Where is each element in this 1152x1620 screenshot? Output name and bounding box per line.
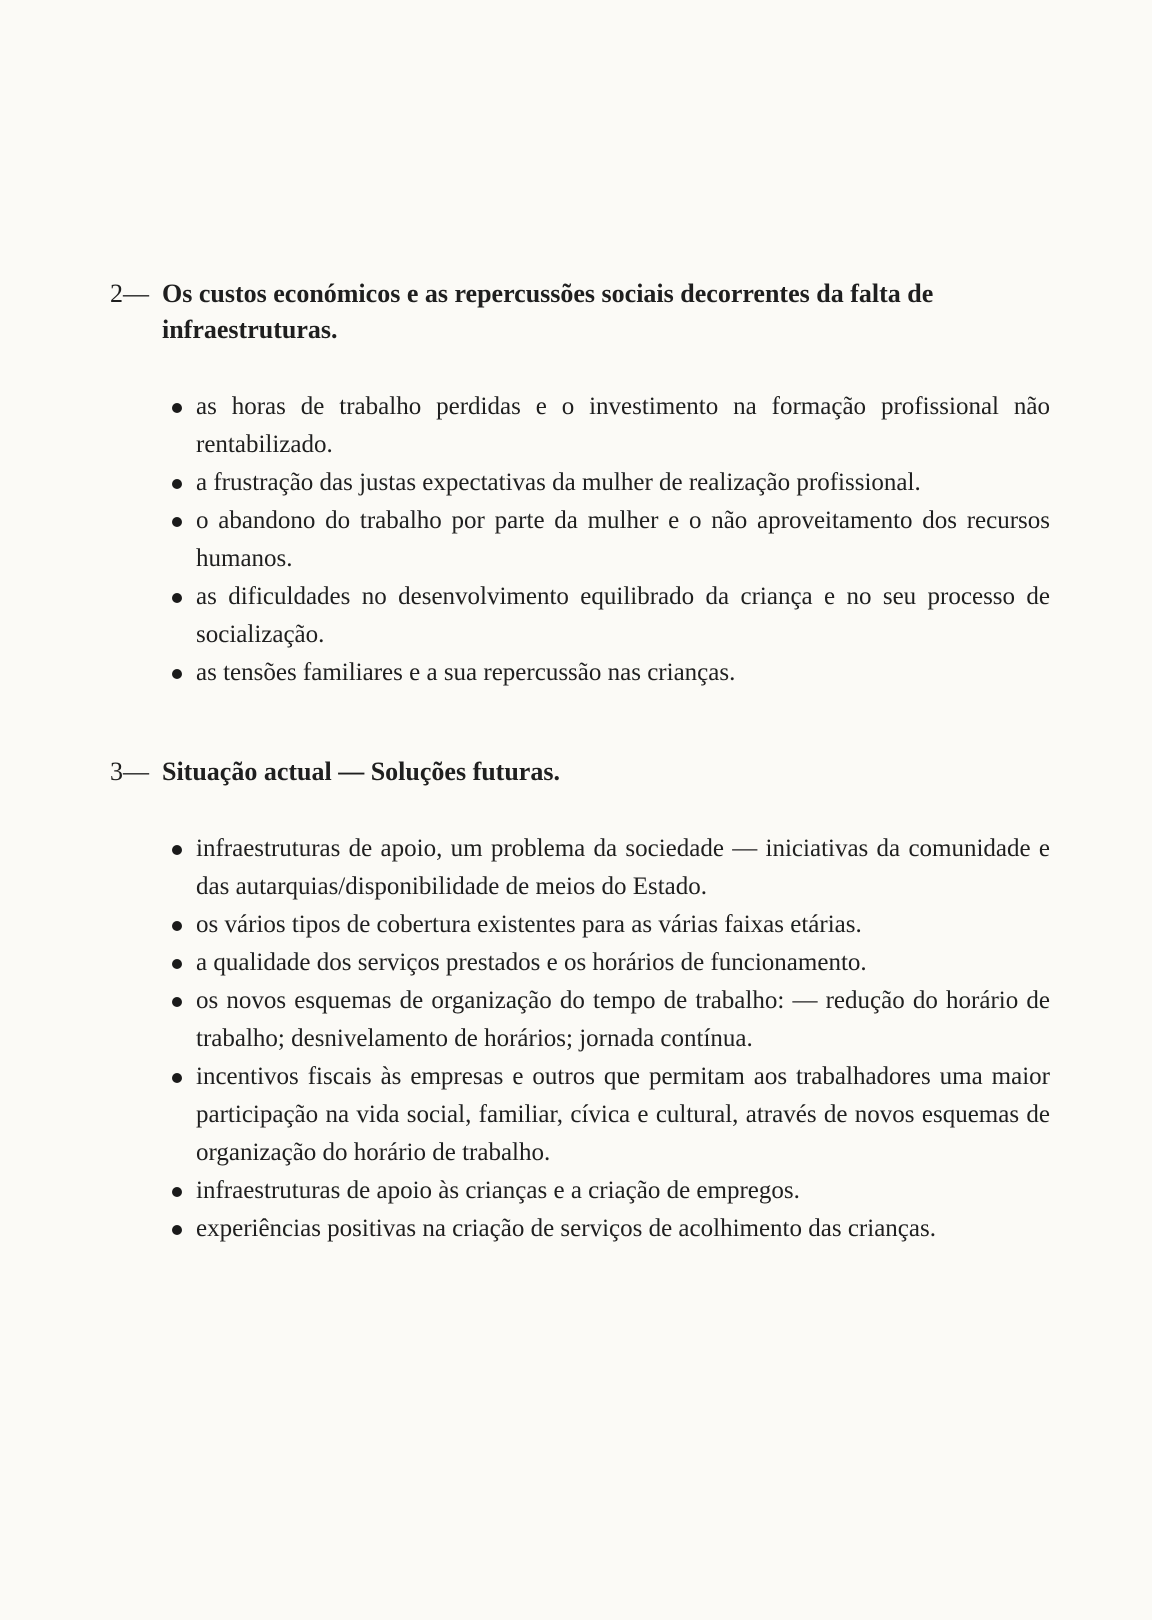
section-number: 3— xyxy=(110,757,149,786)
list-item xyxy=(196,1058,1050,1172)
list-item xyxy=(196,906,1050,944)
list-item-text: as horas de trabalho perdidas e o investimento na formação profissional não rentabilizado. xyxy=(196,393,1050,458)
list-item-text: a frustração das justas expectativas da mulher de realização profissional. xyxy=(196,469,921,496)
list-item-text: experiências positivas na criação de serviços de acolhimento das crianças. xyxy=(196,1215,936,1242)
section-title: Os custos económicos e as repercussões sociais decorrentes da falta de infraestruturas. xyxy=(162,279,934,344)
bullet-icon xyxy=(172,921,182,931)
bullet-icon xyxy=(172,403,182,413)
bullet-icon xyxy=(172,1187,182,1197)
list-item xyxy=(196,830,1050,906)
list-item-text: os novos esquemas de organização do tempo de trabalho: — redução do horário de trabalho; desnivelamento de horários; jornada contínua. xyxy=(196,987,1050,1052)
bullet-icon xyxy=(172,1073,182,1083)
bullet-icon xyxy=(172,593,182,603)
list-item xyxy=(196,654,1050,692)
list-item-text: infraestruturas de apoio, um problema da sociedade — iniciativas da comunidade e das autarquias/disponibilidade de meios do Estado. xyxy=(196,835,1050,900)
section-heading xyxy=(110,754,1050,790)
list-item xyxy=(196,1172,1050,1210)
list-item xyxy=(196,388,1050,464)
bullet-list xyxy=(110,830,1050,1248)
section-number: 2— xyxy=(110,279,149,308)
list-item-text: as tensões familiares e a sua repercussão nas crianças. xyxy=(196,659,736,686)
bullet-icon xyxy=(172,479,182,489)
bullet-icon xyxy=(172,669,182,679)
bullet-icon xyxy=(172,845,182,855)
list-item-text: a qualidade dos serviços prestados e os horários de funcionamento. xyxy=(196,949,867,976)
list-item-text: infraestruturas de apoio às crianças e a criação de empregos. xyxy=(196,1177,800,1204)
bullet-list xyxy=(110,388,1050,692)
list-item xyxy=(196,502,1050,578)
list-item xyxy=(196,1210,1050,1248)
section-custos-economicos xyxy=(110,276,1050,692)
list-item xyxy=(196,944,1050,982)
section-title: Situação actual — Soluções futuras. xyxy=(162,757,560,786)
bullet-icon xyxy=(172,517,182,527)
bullet-icon xyxy=(172,959,182,969)
list-item-text: o abandono do trabalho por parte da mulher e o não aproveitamento dos recursos humanos. xyxy=(196,507,1050,572)
bullet-icon xyxy=(172,997,182,1007)
section-situacao-actual xyxy=(110,754,1050,1248)
list-item xyxy=(196,578,1050,654)
section-heading xyxy=(110,276,1050,348)
list-item xyxy=(196,982,1050,1058)
list-item-text: os vários tipos de cobertura existentes para as várias faixas etárias. xyxy=(196,911,862,938)
list-item xyxy=(196,464,1050,502)
list-item-text: incentivos fiscais às empresas e outros que permitam aos trabalhadores uma maior participação na vida social, familiar, cívica e cultural, através de novos esquemas de organização do horário de trabalho. xyxy=(196,1063,1050,1166)
bullet-icon xyxy=(172,1225,182,1235)
list-item-text: as dificuldades no desenvolvimento equilibrado da criança e no seu processo de socialização. xyxy=(196,583,1050,648)
